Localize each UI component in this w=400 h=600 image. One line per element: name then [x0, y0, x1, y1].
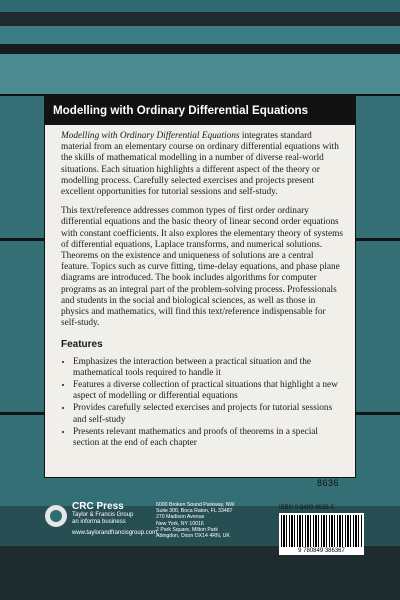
paragraph-1-rest: integrates standard material from an elementary course on ordinary differential equations with the skills of mathematical modelling in a number of diverse real-world situations. Each situation highlights a different aspect of the theory or modelling process. Carefully selected exercises and projects present excellent opportunities for tutorial sessions and self-study. [61, 131, 339, 198]
publisher-addresses [156, 502, 266, 539]
paragraph-2: This text/reference addresses common types of first order ordinary differential equations and the basic theory of linear second order equations with constant coefficients. It also explores the elementary theory of systems of differential equations, Laplace transforms, and numerical solutions. Theorems on the existence and uniqueness of solutions are a central feature. Topics such as curve fitting, time-delay equations, and phase plane diagrams are introduced. The book includes algorithms for computer programs as an integral part of the problem-solving process. Professionals and students in the social and biological sciences, as well as those in physics and mathematics, will find this text/reference indispensable for self-study. [61, 206, 344, 329]
catalog-number: 8636 [317, 478, 340, 488]
publisher-url: www.taylorandfrancisgroup.com [72, 530, 158, 536]
paragraph-1-italic: Modelling with Ordinary Differential Equations [61, 131, 240, 141]
barcode [279, 513, 364, 555]
band-dark-2 [0, 44, 400, 54]
feature-item: • Provides carefully selected exercises and projects for tutorial sessions and self-study [73, 403, 343, 425]
address-line: 6000 Broken Sound Parkway, NW [156, 502, 235, 508]
address-line: Suite 300, Boca Raton, FL 33487 [156, 508, 233, 515]
address-line: 270 Madison Avenue [156, 514, 205, 521]
back-cover-panel [44, 96, 356, 478]
feature-item: • Presents relevant mathematics and proofs of theorems in a special section at the end of each chapter [73, 427, 343, 449]
barcode-digits: 9 780849 386367 [298, 548, 345, 554]
address-line: 2 Park Square, Milton Park [156, 526, 218, 533]
band-dark-1 [0, 12, 400, 26]
description [61, 131, 343, 450]
band-top [0, 0, 400, 12]
feature-item: • Features a diverse collection of practical situations that highlight a new aspect of modelling or differential equations [73, 380, 343, 402]
feature-item: • Emphasizes the interaction between a practical situation and the mathematical tools required to handle it [73, 357, 343, 379]
publisher-group: Taylor & Francis Group [72, 512, 134, 518]
paragraph-1 [61, 131, 343, 198]
band-teal-2 [0, 54, 400, 94]
band-teal-1 [0, 26, 400, 44]
address-line: Abingdon, Oxon OX14 4RN, UK [156, 533, 230, 540]
features-list [61, 357, 343, 450]
isbn-text: ISBN 0-8493-8636-5 [279, 505, 335, 511]
crc-logo-icon [45, 505, 67, 527]
publisher-block [72, 501, 157, 536]
features-heading: Features [61, 339, 103, 351]
publisher-name: CRC Press [72, 501, 124, 512]
book-title: Modelling with Ordinary Differential Equations [45, 97, 355, 125]
publisher-tagline: an informa business [72, 519, 126, 525]
address-line: New York, NY 10016 [156, 520, 204, 527]
barcode-bars [281, 515, 362, 547]
